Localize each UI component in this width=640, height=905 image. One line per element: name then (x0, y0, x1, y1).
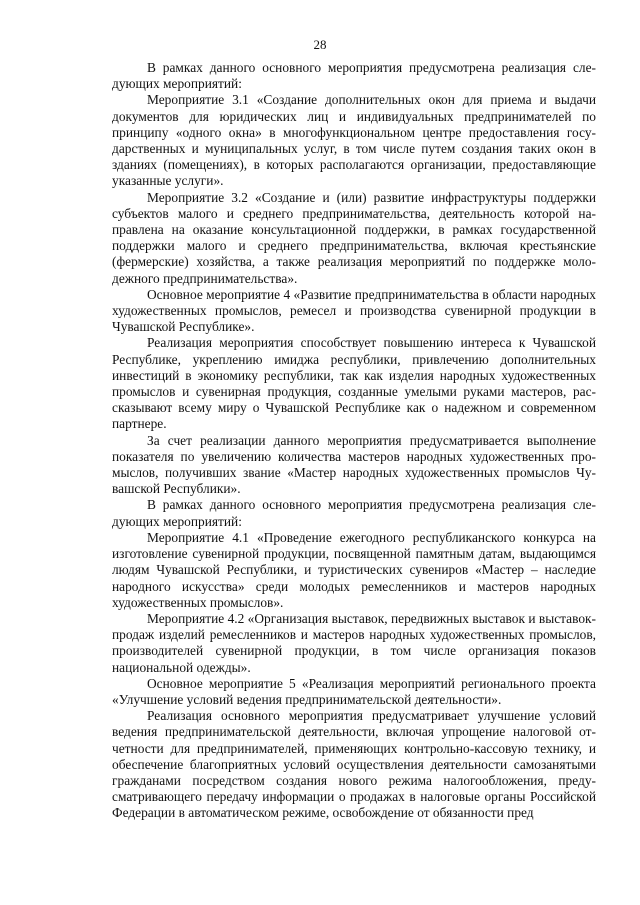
paragraph: В рамках данного основного мероприятия предусмотрена реализация следующих мероприятий: (112, 497, 596, 529)
body-text (112, 60, 596, 822)
paragraph: Мероприятие 3.2 «Создание и (или) развитие инфраструктуры поддержки субъектов малого и среднего предпринимательства, деятельность которой направлена на оказание консультационной поддержки, в рамках государственной поддержки малого и среднего предпринимательства, включая крестьянские (фермерские) хозяйства, а также реализация мероприятий по поддержке молодежного предпринимательства». (112, 189, 596, 286)
paragraph: Основное мероприятие 5 «Реализация мероприятий регионального проекта «Улучшение условий ведения предпринимательской деятельности». (112, 675, 596, 707)
paragraph: Мероприятие 4.1 «Проведение ежегодного республиканского конкурса на изготовление сувенирной продукции, посвященной памятным датам, выдающимся людям Чувашской Республики, и туристических сувениров «Мастер – наследие народного искусства» среди молодых ремесленников и мастеров народных художественных промыслов». (112, 529, 596, 610)
page-number: 28 (313, 37, 327, 52)
paragraph: Основное мероприятие 4 «Развитие предпринимательства в области народных художественных промыслов, ремесел и производства сувенирной продукции в Чувашской Республике». (112, 286, 596, 335)
paragraph: За счет реализации данного мероприятия предусматривается выполнение показателя по увеличению количества мастеров народных художественных промыслов, получивших звание «Мастер народных художественных промыслов Чувашской Республики». (112, 432, 596, 497)
paragraph: Реализация мероприятия способствует повышению интереса к Чувашской Республике, укреплению имиджа республики, привлечению дополнительных инвестиций в экономику республики, так как изделия народных художественных промыслов и сувенирная продукция, созданные умелыми руками мастеров, рассказывают всему миру о Чувашской Республике как о надежном и современном партнере. (112, 335, 596, 432)
paragraph: В рамках данного основного мероприятия предусмотрена реализация следующих мероприятий: (112, 60, 596, 92)
paragraph: Мероприятие 4.2 «Организация выставок, передвижных выставок и выставок-продаж изделий ремесленников и мастеров народных художественных промыслов, производителей сувенирной продукции, в том числе организация показов национальной одежды». (112, 610, 596, 675)
paragraph: Реализация основного мероприятия предусматривает улучшение условий ведения предпринимательской деятельности, включая упрощение налоговой отчетности для предпринимателей, применяющих контрольно-кассовую технику, и обеспечение благоприятных условий осуществления деятельности самозанятыми гражданами посредством создания нового режима налогообложения, предусматривающего передачу информации о продажах в налоговые органы Российской Федерации в автоматическом режиме, освобождение от обязанности пред (112, 708, 596, 821)
paragraph: Мероприятие 3.1 «Создание дополнительных окон для приема и выдачи документов для юридических лиц и индивидуальных предпринимателей по принципу «одного окна» в многофункциональном центре предоставления государственных и муниципальных услуг, в том числе путем создания таких окон в зданиях (помещениях), в которых располагаются организации, предоставляющие указанные услуги». (112, 92, 596, 189)
